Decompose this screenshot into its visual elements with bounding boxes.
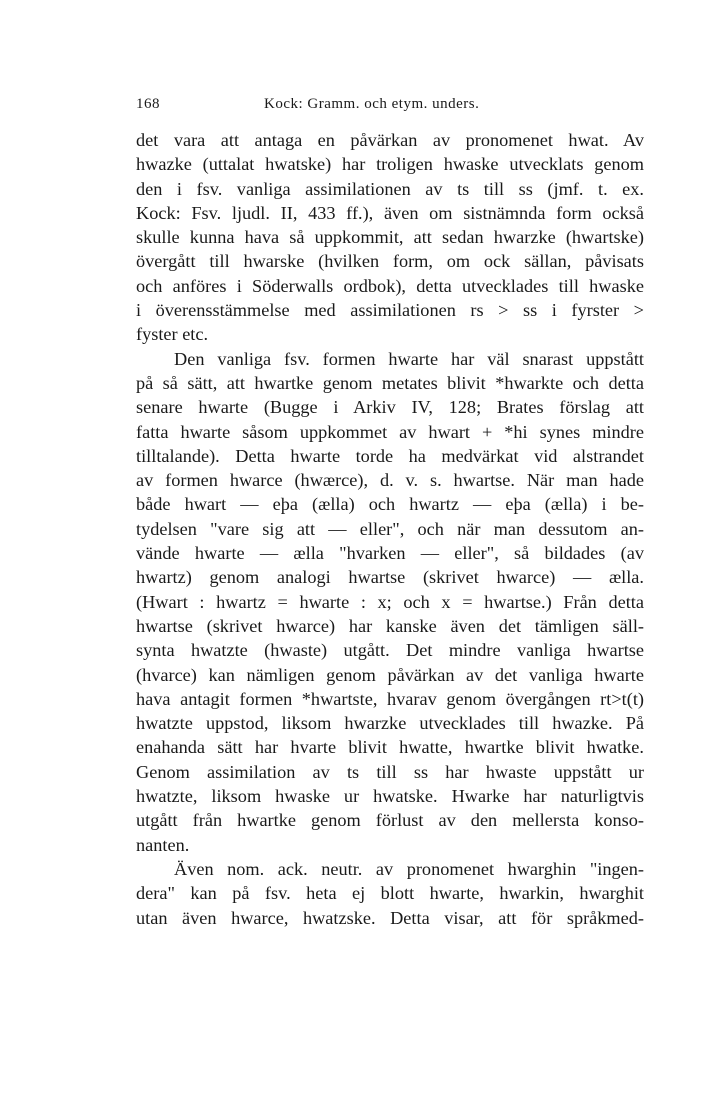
text-line: utan även hwarce, hwatzske. Detta visar, att för språkmed- <box>136 907 644 928</box>
page-header <box>136 96 644 120</box>
text-line: Genom assimilation av ts till ss har hwaste uppstått ur <box>136 761 644 782</box>
text-line: fyster etc. <box>136 324 209 345</box>
text-line: Kock: Fsv. ljudl. II, 433 ff.), även om sistnämnda form också <box>136 202 644 223</box>
text-line: nanten. <box>136 834 190 855</box>
text-line: både hwart — eþa (ælla) och hwartz — eþa (ælla) i be- <box>136 494 644 515</box>
text-line: hwatzte uppstod, liksom hwarzke utvecklades till hwazke. På <box>136 713 644 734</box>
text-line: synta hwatzte (hwaste) utgått. Det mindre vanliga hwartse <box>136 640 644 661</box>
text-line: hwatzte, liksom hwaske ur hwatske. Hwarke har naturligtvis <box>136 786 644 807</box>
text-line: fatta hwarte såsom uppkommet av hwart + *hi synes mindre <box>136 421 644 442</box>
text-line: (Hwart : hwartz = hwarte : x; och x = hwartse.) Från detta <box>136 591 644 612</box>
body-text <box>136 128 644 930</box>
text-line: och anföres i Söderwalls ordbok), detta utvecklades till hwaske <box>136 275 644 296</box>
text-line: senare hwarte (Bugge i Arkiv IV, 128; Brates förslag att <box>136 397 644 418</box>
text-line: vände hwarte — ælla "hvarken — eller", så bildades (av <box>136 543 644 564</box>
text-line: hwartz) genom analogi hwartse (skrivet hwarce) — ælla. <box>136 567 644 588</box>
page-number: 168 <box>136 96 160 112</box>
text-line: enahanda sätt har hvarte blivit hwatte, hwartke blivit hwatke. <box>136 737 644 758</box>
text-line: i överensstämmelse med assimilationen rs > ss i fyrster > <box>136 300 644 321</box>
text-line: (hvarce) kan nämligen genom påvärkan av det vanliga hwarte <box>136 664 644 685</box>
text-line: på så sätt, att hwartke genom metates blivit *hwarkte och detta <box>136 372 644 393</box>
text-line: tilltalande). Detta hwarte torde ha medvärkat vid alstrandet <box>136 445 644 466</box>
text-line: hava antagit formen *hwartste, hvarav genom övergången rt>t(t) <box>136 688 644 709</box>
text-line: utgått från hwartke genom förlust av den mellersta konso- <box>136 810 644 831</box>
text-line: av formen hwarce (hwærce), d. v. s. hwartse. När man hade <box>136 470 644 491</box>
paragraph-start-line: Den vanliga fsv. formen hwarte har väl snarast uppstått <box>174 348 644 369</box>
text-line: den i fsv. vanliga assimilationen av ts till ss (jmf. t. ex. <box>136 178 644 199</box>
text-line: skulle kunna hava så uppkommit, att sedan hwarzke (hwartske) <box>136 227 644 248</box>
text-line: hwartse (skrivet hwarce) har kanske även det tämligen säll- <box>136 615 644 636</box>
running-title: Kock: Gramm. och etym. unders. <box>264 96 480 112</box>
paragraph-start-line: Även nom. ack. neutr. av pronomenet hwarghin "ingen- <box>174 858 644 879</box>
text-line: det vara att antaga en påvärkan av pronomenet hwat. Av <box>136 130 644 150</box>
text-line: dera" kan på fsv. heta ej blott hwarte, hwarkin, hwarghit <box>136 883 644 904</box>
text-line: övergått till hwarske (hvilken form, om ock sällan, påvisats <box>136 251 644 272</box>
text-line: hwazke (uttalat hwatske) har troligen hwaske utvecklats genom <box>136 154 644 175</box>
text-line: tydelsen "vare sig att — eller", och när man dessutom an- <box>136 518 644 539</box>
